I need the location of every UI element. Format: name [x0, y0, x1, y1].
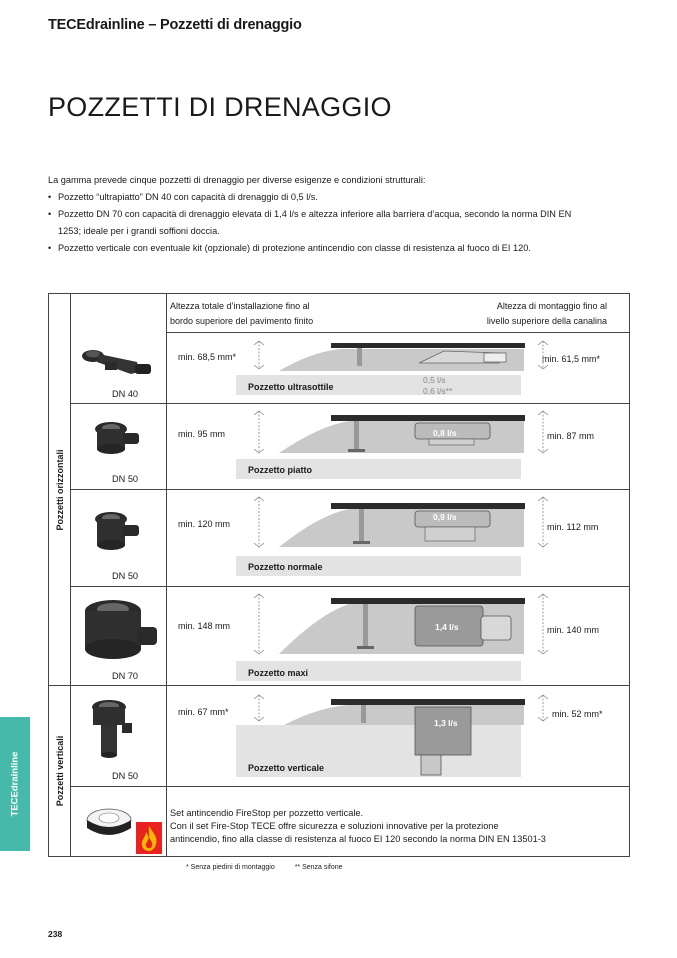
flow-rate: 0,9 l/s	[433, 512, 457, 522]
section-diagram-verticale	[249, 695, 589, 780]
product-name: Pozzetto normale	[248, 562, 323, 572]
flow-rate: 1,4 l/s	[435, 622, 459, 632]
header-right-line: livello superiore della canalina	[486, 316, 607, 326]
firestop-line: Con il set Fire-Stop TECE offre sicurezza e soluzioni innovative per la protezione	[170, 821, 499, 831]
section-diagram-normale	[249, 497, 589, 552]
min-height-left: min. 148 mm	[178, 621, 231, 631]
min-height-right: min. 52 mm*	[552, 709, 603, 719]
table-divider	[49, 685, 629, 686]
header-left-line: Altezza totale d’installazione fino al	[170, 301, 310, 311]
fire-icon	[136, 822, 162, 854]
min-height-right: min. 112 mm	[547, 522, 599, 532]
drain-photo-dn50-normale	[89, 507, 149, 567]
product-name: Pozzetto maxi	[248, 668, 309, 678]
flow-rate: 1,3 l/s	[434, 718, 458, 728]
firestop-line: antincendio, fino alla classe di resistenza al fuoco EI 120 secondo la norma DIN EN 13501-3	[170, 834, 546, 844]
table-divider	[166, 332, 629, 333]
page-number: 238	[48, 929, 63, 939]
drain-photo-vertical	[87, 697, 147, 769]
table-divider	[166, 294, 167, 856]
table-divider	[70, 294, 71, 856]
product-name: Pozzetto piatto	[248, 465, 312, 475]
min-height-left: min. 95 mm	[178, 429, 226, 439]
group-label-horizontal: Pozzetti orizzontali	[55, 449, 65, 531]
drain-photo-dn70	[77, 597, 162, 672]
flow-value: 0,6 l/s**	[423, 386, 453, 396]
min-height-right: min. 140 mm	[547, 625, 600, 635]
product-name: Pozzetto verticale	[248, 763, 325, 773]
drain-table	[48, 293, 630, 857]
min-height-right: min. 61,5 mm*	[542, 354, 601, 364]
side-tab	[0, 717, 30, 851]
min-height-left: min. 68,5 mm*	[178, 352, 237, 362]
footnote: ** Senza sifone	[294, 864, 343, 871]
table-divider	[70, 786, 629, 787]
header-left	[170, 299, 313, 329]
intro-bullet: • Pozzetto verticale con eventuale kit (opzionale) di protezione antincendio con classe di resistenza al fuoco di EI 120.	[48, 240, 638, 257]
header-right	[487, 299, 607, 329]
footnotes	[186, 864, 361, 871]
flow-value: 0,5 l/s	[423, 375, 446, 385]
table-divider	[70, 586, 629, 587]
header-right-line: Altezza di montaggio fino al	[496, 301, 607, 311]
table-divider	[70, 403, 629, 404]
section-diagram-piatto	[249, 411, 589, 461]
dn-label: DN 70	[112, 671, 139, 681]
flow-rate: 0,8 l/s	[433, 428, 457, 438]
intro-bullet: • Pozzetto DN 70 con capacità di drenaggio elevata di 1,4 l/s e altezza inferiore alla barriera d’acqua, secondo la norma DIN EN 1253; ideale per i grandi soffioni doccia.	[48, 206, 638, 240]
min-height-left: min. 67 mm*	[178, 707, 229, 717]
dn-label: DN 50	[112, 571, 139, 581]
min-height-left: min. 120 mm	[178, 519, 231, 529]
dn-label: DN 50	[112, 474, 139, 484]
intro-text	[48, 172, 638, 257]
header-left-line: bordo superiore del pavimento finito	[170, 316, 314, 326]
dn-label: DN 40	[112, 389, 139, 399]
intro-bullet: • Pozzetto “ultrapiatto” DN 40 con capacità di drenaggio di 0,5 l/s.	[48, 189, 638, 206]
table-divider	[70, 489, 629, 490]
min-height-right: min. 87 mm	[547, 431, 595, 441]
section-header: TECEdrainline – Pozzetti di drenaggio	[48, 17, 302, 33]
product-name: Pozzetto ultrasottile	[248, 382, 334, 392]
page-title: POZZETTI DI DRENAGGIO	[48, 92, 392, 122]
drain-photo-dn40	[79, 342, 159, 382]
group-label-vertical: Pozzetti verticali	[55, 735, 65, 807]
firestop-line: Set antincendio FireStop per pozzetto verticale.	[170, 808, 364, 818]
section-diagram-ultrasottile	[249, 341, 589, 381]
section-diagram-maxi	[249, 594, 589, 659]
intro-lead: La gamma prevede cinque pozzetti di drenaggio per diverse esigenze e condizioni strutturali:	[48, 175, 426, 185]
side-tab-label: TECEdrainline	[9, 751, 21, 817]
firestop-description	[170, 807, 620, 846]
footnote: * Senza piedini di montaggio	[186, 864, 275, 871]
dn-label: DN 50	[112, 771, 139, 781]
drain-photo-dn50-piatto	[89, 417, 149, 467]
